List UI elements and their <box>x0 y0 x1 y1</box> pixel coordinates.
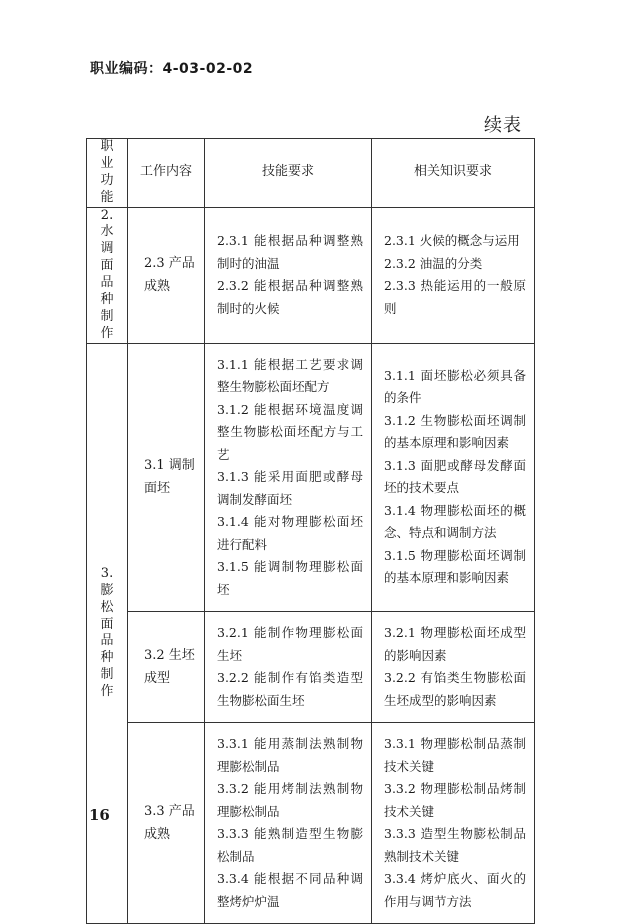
function-label: 2. 水调面品种制作 <box>100 207 114 341</box>
knowledge-cell <box>372 612 535 723</box>
knowledge-cell <box>372 343 535 612</box>
skills-cell <box>205 612 372 723</box>
table-row <box>87 207 535 343</box>
continued-label: 续表 <box>484 115 522 136</box>
work-content-cell: 2.3 产品成熟 <box>128 207 205 343</box>
knowledge-cell <box>372 207 535 343</box>
knowledge-item: 3.2.1 物理膨松面坯成型的影响因素 <box>384 625 526 663</box>
knowledge-item: 2.3.2 油温的分类 <box>384 255 483 271</box>
knowledge-item: 3.2.2 有馅类生物膨松面生坯成型的影响因素 <box>384 670 526 708</box>
header-knowledge: 相关知识要求 <box>372 139 535 208</box>
page-number: 16 <box>89 806 110 824</box>
skill-item: 2.3.2 能根据品种调整熟制时的火候 <box>217 278 363 316</box>
skill-item: 3.1.5 能调制物理膨松面坯 <box>217 559 363 597</box>
skills-cell <box>205 207 372 343</box>
header-function: 职业功能 <box>87 139 128 208</box>
skill-item: 3.1.2 能根据环境温度调整生物膨松面坯配方与工艺 <box>217 401 363 462</box>
skill-item: 2.3.1 能根据品种调整熟制时的油温 <box>217 233 363 271</box>
skills-table <box>86 138 535 924</box>
knowledge-item: 3.1.4 物理膨松面坯的概念、特点和调制方法 <box>384 502 526 541</box>
skill-item: 3.3.2 能用烤制法熟制物理膨松制品 <box>217 781 363 819</box>
knowledge-item: 2.3.3 热能运用的一般原则 <box>384 278 526 316</box>
skill-item: 3.1.1 能根据工艺要求调整生物膨松面坯配方 <box>217 356 363 395</box>
knowledge-item: 3.1.3 面肥或酵母发酵面坯的技术要点 <box>384 457 526 496</box>
table-row <box>87 723 535 924</box>
skill-item: 3.2.2 能制作有馅类造型生物膨松面生坯 <box>217 670 363 708</box>
occupation-code: 职业编码：4-03-02-02 <box>90 61 254 77</box>
knowledge-item: 3.1.1 面坯膨松必须具备的条件 <box>384 367 526 406</box>
table-header-row <box>87 139 535 208</box>
skill-item: 3.1.4 能对物理膨松面坯进行配料 <box>217 514 363 552</box>
function-cell <box>87 207 128 343</box>
function-label: 3. 膨松面品种制作 <box>100 565 114 700</box>
skill-item: 3.3.4 能根据不同品种调整烤炉炉温 <box>217 871 363 909</box>
knowledge-cell <box>372 723 535 924</box>
work-content-cell: 3.1 调制面坯 <box>128 343 205 612</box>
skill-item: 3.3.3 能熟制造型生物膨松制品 <box>217 826 363 864</box>
knowledge-item: 3.1.2 生物膨松面坯调制的基本原理和影响因素 <box>384 412 526 451</box>
skill-item: 3.1.3 能采用面肥或酵母调制发酵面坯 <box>217 469 363 507</box>
skill-item: 3.2.1 能制作物理膨松面生坯 <box>217 625 363 663</box>
skill-item: 3.3.1 能用蒸制法熟制物理膨松制品 <box>217 736 363 774</box>
knowledge-item: 3.3.3 造型生物膨松制品熟制技术关键 <box>384 826 526 864</box>
header-work: 工作内容 <box>128 139 205 208</box>
function-cell <box>87 343 128 924</box>
knowledge-item: 3.3.2 物理膨松制品烤制技术关键 <box>384 781 526 819</box>
knowledge-item: 3.3.1 物理膨松制品蒸制技术关键 <box>384 736 526 774</box>
skills-cell <box>205 723 372 924</box>
work-content-cell: 3.3 产品成熟 <box>128 723 205 924</box>
work-content-cell: 3.2 生坯成型 <box>128 612 205 723</box>
knowledge-item: 3.1.5 物理膨松面坯调制的基本原理和影响因素 <box>384 547 526 586</box>
knowledge-item: 2.3.1 火候的概念与运用 <box>384 233 520 249</box>
knowledge-item: 3.3.4 烤炉底火、面火的作用与调节方法 <box>384 871 526 909</box>
header-skills: 技能要求 <box>205 139 372 208</box>
skills-cell <box>205 343 372 612</box>
table-row <box>87 343 535 612</box>
table-row <box>87 612 535 723</box>
